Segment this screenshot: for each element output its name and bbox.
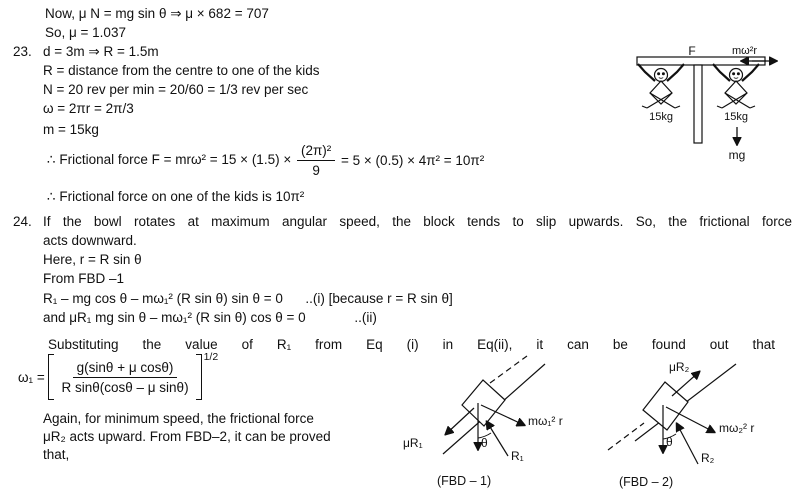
problem23-number: 23. <box>13 44 32 59</box>
problem23-friction-equation <box>47 139 484 181</box>
friction-eq-pre: ∴ Frictional force F = mrω² = 15 × (1.5) × <box>47 152 295 167</box>
figure-fbd2 <box>595 355 797 493</box>
problem24-number: 24. <box>13 214 32 229</box>
normal-arrow <box>487 422 508 456</box>
kid-torso <box>725 81 747 104</box>
block <box>462 380 505 426</box>
problem24-eq2: and μR₁ mg sin θ – mω₁² (R sin θ) cos θ = 0 ..(ii) <box>43 310 377 325</box>
left-bracket <box>48 354 54 400</box>
label-centrifugal: mω₁² r <box>528 414 563 428</box>
problem24-line4: From FBD –1 <box>43 271 125 286</box>
kid-eye <box>663 73 665 75</box>
solution22-line2: So, μ = 1.037 <box>45 25 126 40</box>
problem23-line5: m = 15kg <box>43 122 99 137</box>
problem24-eq1: R₁ – mg cos θ – mω₁² (R sin θ) sin θ = 0 ..(i) [because r = R sin θ] <box>43 291 453 306</box>
label-friction: μR₁ <box>403 436 423 450</box>
omega-formula-fraction <box>61 360 188 395</box>
problem24-line6: Again, for minimum speed, the frictional force <box>43 411 314 426</box>
label-theta: θ <box>666 435 673 449</box>
kid-head <box>730 69 743 82</box>
problem23-line2: R = distance from the centre to one of the kids <box>43 63 320 78</box>
center-post <box>694 65 702 143</box>
kid-right-arm <box>667 64 684 81</box>
figure-fbd1 <box>395 355 595 493</box>
problem24-line5: Substituting the value of R₁ from Eq (i) in Eq(ii), it can be found out that <box>48 337 775 352</box>
problem23-conclusion: ∴ Frictional force on one of the kids is 10π² <box>47 189 305 204</box>
friction-arrow <box>672 372 699 396</box>
friction-eq-denominator: 9 <box>312 162 320 178</box>
label-friction: μR₂ <box>669 360 690 374</box>
label-mg: mg <box>728 148 746 162</box>
problem24-line1: If the bowl rotates at maximum angular speed, the block tends to slip upwards. So, the frictional force <box>43 214 792 229</box>
kid-left-arm <box>713 64 730 81</box>
label-mass-right: 15kg <box>724 111 748 123</box>
label-theta: θ <box>481 436 488 450</box>
kid-torso <box>650 81 672 104</box>
label-normal: R₁ <box>511 449 524 463</box>
omega-formula-numerator: g(sinθ + μ cosθ) <box>73 360 178 378</box>
omega-formula-exponent: 1/2 <box>203 351 219 363</box>
kid-figure-left <box>638 64 684 123</box>
kid-eye <box>733 73 735 75</box>
problem23-line1: d = 3m ⇒ R = 1.5m <box>43 44 159 59</box>
kid-eye <box>738 73 740 75</box>
problem24-line3: Here, r = R sin θ <box>43 252 142 267</box>
block <box>643 382 688 430</box>
right-bracket <box>196 354 202 400</box>
omega-formula-denominator: R sinθ(cosθ – μ sinθ) <box>61 379 189 395</box>
problem24-line8: that, <box>43 447 70 462</box>
friction-eq-numerator: (2π)² <box>297 143 335 161</box>
friction-eq-post: = 5 × (0.5) × 4π² = 10π² <box>337 152 485 168</box>
kid-left-arm <box>638 64 655 81</box>
fbd2-caption: (FBD – 2) <box>619 475 674 489</box>
solution22-line1: Now, μ N = mg sin θ ⇒ μ × 682 = 707 <box>45 6 269 21</box>
normal-arrow <box>677 424 698 464</box>
figure-rotating-platform <box>600 30 797 165</box>
label-centrifugal: mω₂² r <box>719 421 755 435</box>
kid-eye <box>658 73 660 75</box>
omega-formula-lhs: ω₁ = <box>18 369 49 385</box>
kid-head <box>655 69 668 82</box>
label-F: F <box>688 44 696 58</box>
label-centrifugal: mω²r <box>732 45 758 57</box>
label-normal: R₂ <box>701 451 715 465</box>
label-mass-left: 15kg <box>649 111 673 123</box>
problem23-line3: N = 20 rev per min = 20/60 = 1/3 rev per sec <box>43 82 309 97</box>
fbd1-caption: (FBD – 1) <box>437 474 492 488</box>
incline-dashed-line <box>608 423 644 450</box>
incline-dashed-line <box>490 356 527 383</box>
problem24-omega-formula <box>18 351 219 400</box>
problem24-line2: acts downward. <box>43 233 137 248</box>
kid-right-arm <box>742 64 759 81</box>
friction-eq-fraction <box>297 143 335 178</box>
problem24-line7: μR₂ acts upward. From FBD–2, it can be proved <box>43 429 331 444</box>
problem23-line4: ω = 2πr = 2π/3 <box>43 101 134 116</box>
kid-figure-right <box>713 64 759 123</box>
